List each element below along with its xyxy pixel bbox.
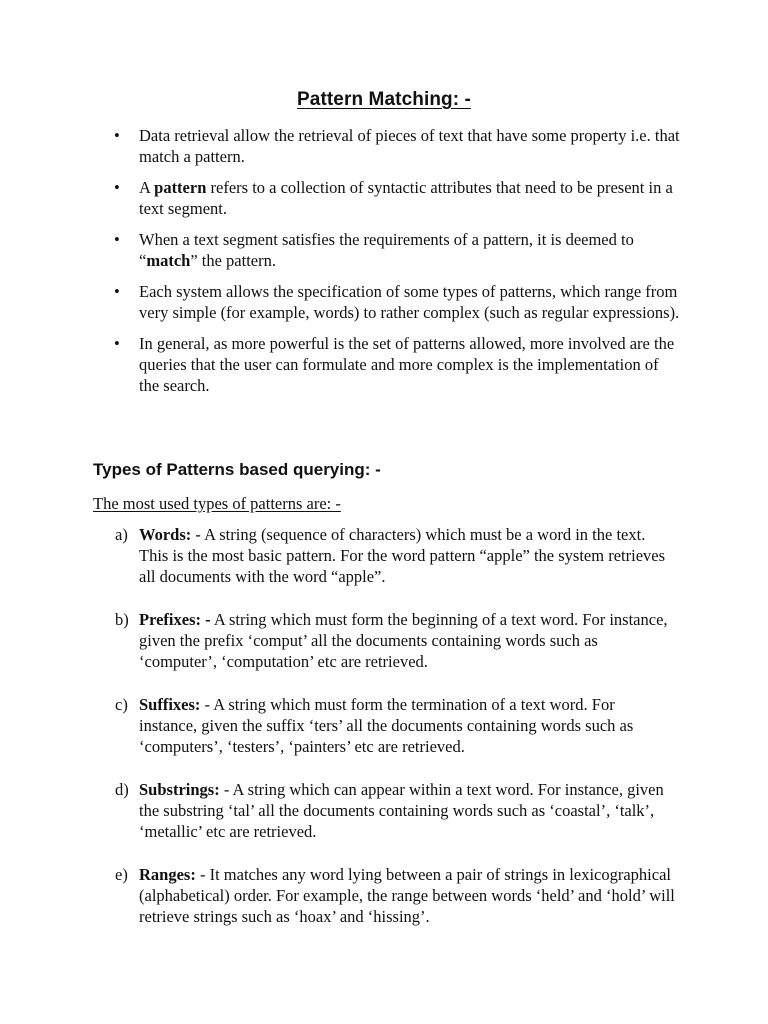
bullet-marker: • [114,282,120,301]
pattern-description: - A string (sequence of characters) which must be a word in the text. This is the most basic pattern. For the word pattern “apple” the system retrieves all documents with the word “apple”. [139,525,666,586]
list-marker: a) [115,525,128,544]
bullet-marker: • [114,334,120,353]
pattern-description: - It matches any word lying between a pair of strings in lexicographical (alphabetical) order. For example, the range between words ‘held’ and ‘hold’ will retrieve strings such as ‘hoax’ and ‘hissing’. [139,865,675,926]
pattern-type-item [115,524,675,587]
list-marker: b) [115,610,129,629]
pattern-description: - A string which must form the termination of a text word. For instance, given the suffix ‘ters’ all the documents containing words such as ‘computers’, ‘testers’, ‘painters’ etc are retrieved. [139,695,634,756]
pattern-type-item [115,779,675,842]
pattern-description: - A string which can appear within a text word. For instance, given the substring ‘tal’ all the documents containing words such as ‘coastal’, ‘talk’, ‘metallic’ etc are retrieved. [139,780,664,841]
pattern-description: A string which must form the beginning of a text word. For instance, given the prefix ‘comput’ all the documents containing words such as ‘computer’, ‘computation’ etc are retrieved. [139,610,668,671]
list-marker: d) [115,780,129,799]
bullet-item [112,125,682,167]
bullet-marker: • [114,230,120,249]
pattern-type-item [115,694,675,757]
bullet-text: When a text segment satisfies the requirements of a pattern, it is deemed to “ [139,230,634,270]
bullet-bold-term: match [146,251,191,270]
bullet-text-tail: ” the pattern. [190,251,276,270]
bullet-item [112,333,682,396]
bullet-marker: • [114,126,120,145]
bullet-item [112,177,682,219]
list-marker: e) [115,865,128,884]
pattern-type-item [115,864,675,927]
pattern-term: Suffixes: [139,695,201,714]
section-heading: Types of Patterns based querying: - [93,460,381,479]
pattern-term: Ranges: [139,865,196,884]
bullet-list [112,125,682,406]
pattern-term: Substrings: [139,780,220,799]
pattern-term: Words: [139,525,192,544]
bullet-text: A [139,178,155,197]
bullet-text-tail: refers to a collection of syntactic attributes that need to be present in a text segment. [139,178,673,218]
bullet-item [112,281,682,323]
page-title: Pattern Matching: - [297,89,471,110]
pattern-types-list [115,524,675,949]
list-marker: c) [115,695,128,714]
pattern-term: Prefixes: - [139,610,211,629]
intro-line: The most used types of patterns are: - [93,494,341,513]
bullet-bold-term: pattern [154,178,207,197]
bullet-text: In general, as more powerful is the set of patterns allowed, more involved are the queries that the user can formulate and more complex is the implementation of the search. [139,334,675,395]
bullet-text: Data retrieval allow the retrieval of pieces of text that have some property i.e. that match a pattern. [139,126,680,166]
pattern-type-item [115,609,675,672]
bullet-marker: • [114,178,120,197]
bullet-text: Each system allows the specification of some types of patterns, which range from very simple (for example, words) to rather complex (such as regular expressions). [139,282,680,322]
bullet-item [112,229,682,271]
